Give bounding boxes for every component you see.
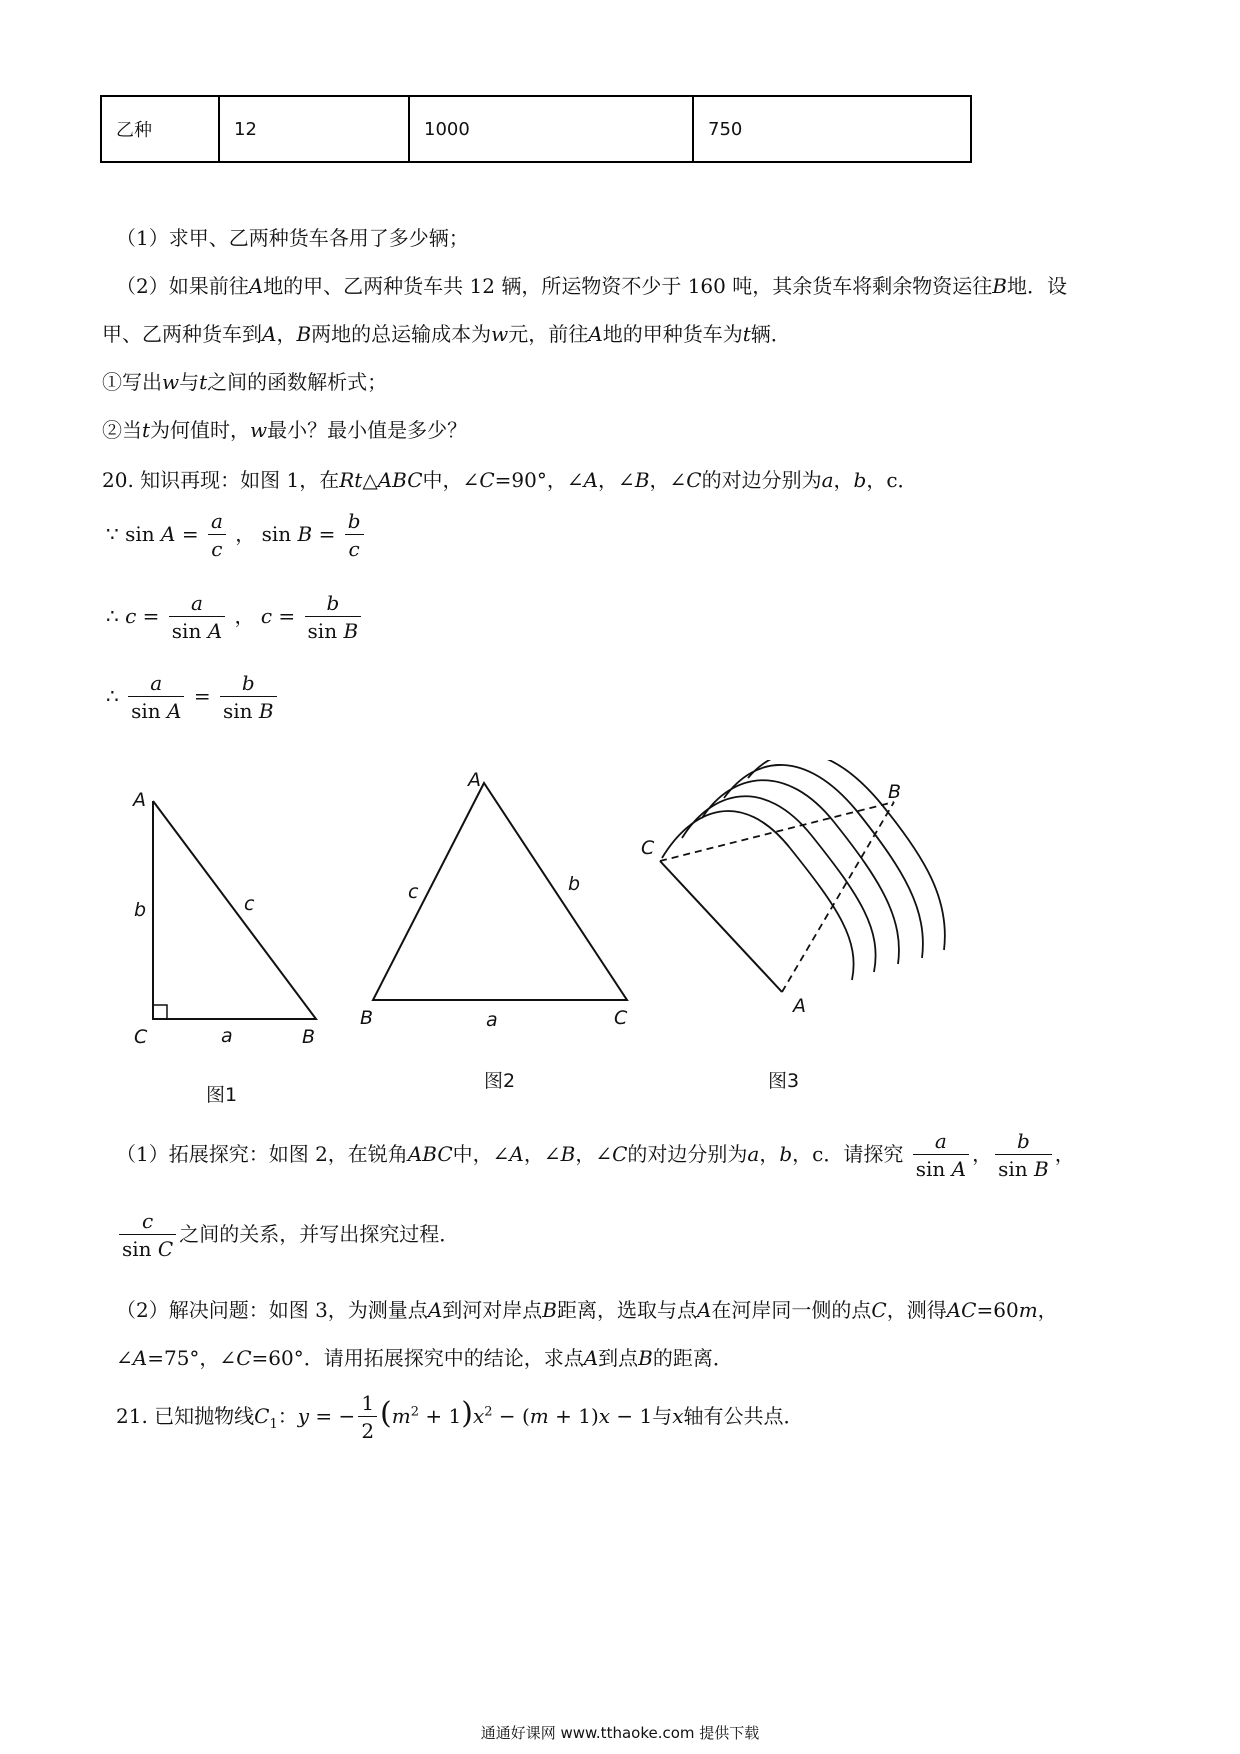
text: sin (171, 619, 202, 643)
label-C: C (641, 837, 655, 859)
var: w (250, 418, 268, 442)
text: ，∠ (649, 468, 687, 492)
q20-part2-line1 (116, 1296, 1058, 1324)
numerator: b (305, 590, 362, 617)
text: ，c．请探究 (792, 1142, 904, 1166)
table-cell: 750 (693, 96, 971, 162)
text: ∠ (116, 1346, 133, 1370)
text: sin (915, 1157, 946, 1181)
text: 与 (179, 370, 200, 394)
var: A (207, 619, 223, 643)
text: = − (309, 1404, 356, 1428)
var: C (612, 1142, 628, 1166)
var: B (560, 1142, 576, 1166)
text: − 1 (610, 1404, 653, 1428)
figure1-caption: 图1 (206, 1084, 238, 1106)
text: 的对边分别为 (627, 1142, 748, 1166)
denominator (169, 617, 225, 645)
text: 甲、乙两种货车到 (102, 322, 262, 346)
fraction (119, 1208, 176, 1263)
var: B (343, 619, 359, 643)
var: A (132, 1346, 148, 1370)
segment-CB (660, 802, 894, 861)
var: B (297, 522, 313, 546)
text: 中，∠ (422, 468, 480, 492)
text: sin (122, 1237, 152, 1261)
text: 的对边分别为 (701, 468, 822, 492)
text: 地的甲种货车为 (602, 322, 743, 346)
var: a (747, 1142, 760, 1166)
text: =75°，∠ (147, 1346, 237, 1370)
var: C (236, 1346, 252, 1370)
table-cell: 12 (219, 96, 409, 162)
figure2-caption: 图2 (484, 1070, 516, 1092)
fraction (345, 508, 364, 563)
var: m (529, 1404, 549, 1428)
label-B: B (302, 1026, 316, 1048)
numerator: b (995, 1128, 1052, 1155)
fraction (995, 1128, 1052, 1183)
fraction (128, 670, 184, 725)
var: C (871, 1298, 887, 1322)
label-c: c (408, 881, 419, 903)
text: （2）如果前往 (116, 274, 249, 298)
var: A (583, 468, 599, 492)
var: y (297, 1404, 310, 1428)
label-b: b (134, 899, 147, 921)
var: A (167, 699, 182, 723)
cost-table (100, 95, 972, 163)
var: B (258, 699, 274, 723)
text: sin (222, 699, 253, 723)
text: ，∠ (598, 468, 635, 492)
because-symbol: ∵ (106, 522, 119, 546)
text: sin (131, 699, 161, 723)
q19-part1: （1）求甲、乙两种货车各用了多少辆； (116, 226, 469, 250)
q20-part2-line2 (116, 1344, 733, 1372)
var: a (821, 468, 834, 492)
label-a: a (221, 1025, 233, 1047)
text: ，∠ (523, 1142, 561, 1166)
text: ，∠ (575, 1142, 613, 1166)
text: 距离，选取与点 (556, 1298, 697, 1322)
var: A (951, 1157, 967, 1181)
text: =90°，∠ (494, 468, 584, 492)
var: C (254, 1404, 270, 1428)
label-B: B (360, 1007, 374, 1029)
text: 的距离． (652, 1346, 733, 1370)
denominator (913, 1155, 969, 1183)
label-b: b (568, 873, 581, 895)
text: 与 (652, 1404, 673, 1428)
text: 两地的总运输成本为 (311, 322, 492, 346)
text: 地的甲、乙两种货车共 12 辆，所运物资不少于 160 吨，其余货车将剩余物资运往 (263, 274, 993, 298)
text: sin (261, 522, 292, 546)
label-A: A (468, 769, 481, 791)
var: A (262, 322, 277, 346)
var: AC (946, 1298, 977, 1322)
text: 20. 知识再现：如图 1，在 (102, 468, 340, 492)
superscript: 2 (484, 1404, 493, 1420)
figure3-river (641, 760, 945, 1017)
text: sin (998, 1157, 1028, 1181)
numerator: 1 (358, 1390, 377, 1417)
var: x (472, 1404, 485, 1428)
q19-part2-line1 (116, 272, 1067, 300)
var: x (598, 1404, 611, 1428)
var: A (248, 274, 264, 298)
text: =60 (976, 1298, 1019, 1322)
table-cell: 1000 (409, 96, 693, 162)
var: A (427, 1298, 443, 1322)
subscript: 1 (269, 1417, 278, 1432)
text: ( (380, 1396, 392, 1431)
numerator: b (220, 670, 277, 697)
text: ， (276, 322, 297, 346)
text: ，测得 (886, 1298, 947, 1322)
therefore-symbol: ∴ (106, 604, 119, 628)
var: B (992, 274, 1007, 298)
q20-part1-line2 (116, 1208, 459, 1263)
denominator: c (211, 537, 223, 561)
var: B (638, 1346, 653, 1370)
text: 元，前往 (508, 322, 589, 346)
text: 21. 已知抛物线 (116, 1404, 255, 1428)
label-A: A (793, 995, 806, 1017)
text: 最小？最小值是多少？ (267, 418, 468, 442)
q19-part2-line2 (102, 320, 791, 348)
text: ②当 (102, 418, 142, 442)
var: b (853, 468, 867, 492)
var: ABC (407, 1142, 453, 1166)
numerator: a (128, 670, 184, 697)
superscript: 2 (410, 1404, 420, 1420)
formula-therefore-1 (106, 590, 364, 645)
text: sin (307, 619, 338, 643)
numerator: c (119, 1208, 176, 1235)
text: − ( (492, 1404, 530, 1428)
text: 在河岸同一侧的点 (711, 1298, 872, 1322)
var: m (391, 1404, 411, 1428)
var: C (686, 468, 702, 492)
text: 到点 (598, 1346, 639, 1370)
numerator: b (345, 508, 364, 535)
text: ， (1054, 1142, 1075, 1166)
label-a: a (486, 1009, 498, 1031)
var: w (491, 322, 509, 346)
var: c (260, 604, 273, 628)
text: = (278, 604, 296, 628)
var: C (479, 468, 495, 492)
q19-sub1 (102, 368, 387, 396)
q19-sub2 (102, 416, 467, 444)
q20-part1-line1 (116, 1128, 1075, 1183)
numerator: a (169, 590, 225, 617)
label-C: C (134, 1026, 148, 1048)
label-B: B (888, 781, 902, 803)
text: ， (235, 522, 256, 546)
figure2-acute-triangle (360, 769, 628, 1031)
text: = (193, 684, 211, 708)
text: 轴有公共点． (683, 1404, 804, 1428)
var: t (199, 370, 208, 394)
var: c (125, 604, 137, 628)
text: 之间的关系，并写出探究过程． (179, 1222, 460, 1246)
var: Rt△ABC (339, 468, 423, 492)
var: w (162, 370, 180, 394)
text: （2）解决问题：如图 3，为测量点 (116, 1298, 428, 1322)
figure3-caption: 图3 (768, 1070, 800, 1092)
var: B (1033, 1157, 1049, 1181)
text: （1）拓展探究：如图 2，在锐角 (116, 1142, 408, 1166)
text: = (318, 522, 336, 546)
text: + 1 (419, 1404, 462, 1428)
label-C: C (614, 1007, 628, 1029)
denominator (119, 1235, 176, 1263)
var: m (1018, 1298, 1038, 1322)
text: ： (277, 1404, 298, 1428)
formula-because (106, 508, 367, 563)
var: B (296, 322, 312, 346)
var: A (696, 1298, 712, 1322)
text: ) (461, 1396, 473, 1431)
fraction (305, 590, 362, 645)
text: 为何值时， (150, 418, 251, 442)
page-footer: 通通好课网 www.tthaoke.com 提供下载 (480, 1724, 760, 1742)
denominator (128, 697, 184, 725)
fraction (208, 508, 226, 563)
table-row (101, 96, 971, 162)
var: A (509, 1142, 524, 1166)
text: 中，∠ (452, 1142, 510, 1166)
var: A (588, 322, 603, 346)
text: ，c． (866, 468, 918, 492)
river-bank-curve (748, 760, 945, 950)
var: t (142, 418, 151, 442)
var: b (779, 1142, 793, 1166)
fraction (913, 1128, 969, 1183)
figure1-right-triangle (131, 789, 316, 1048)
text: 到河对岸点 (442, 1298, 543, 1322)
var: A (161, 522, 176, 546)
therefore-symbol: ∴ (106, 684, 119, 708)
denominator: c (348, 537, 360, 561)
q20-intro (102, 466, 918, 494)
label-c: c (244, 893, 255, 915)
text: 之间的函数解析式； (207, 370, 388, 394)
var: C (157, 1237, 174, 1261)
text: ， (833, 468, 854, 492)
var: A (583, 1346, 599, 1370)
var: x (672, 1404, 684, 1428)
text: 地．设 (1006, 274, 1067, 298)
text: ， (759, 1142, 780, 1166)
fraction (220, 670, 277, 725)
fraction (169, 590, 225, 645)
text: ， (1037, 1298, 1058, 1322)
text: ①写出 (102, 370, 162, 394)
formula-therefore-2 (106, 670, 280, 725)
var: B (634, 468, 650, 492)
denominator: 2 (361, 1419, 375, 1443)
denominator (995, 1155, 1052, 1183)
text: = (181, 522, 199, 546)
numerator: a (208, 508, 226, 535)
text: + 1) (548, 1404, 599, 1428)
segment-AB (782, 802, 894, 992)
var: t (742, 322, 751, 346)
numerator: a (913, 1128, 969, 1155)
fraction (358, 1390, 377, 1445)
label-A: A (133, 789, 146, 811)
text: sin (125, 522, 155, 546)
denominator (220, 697, 277, 725)
table-cell: 乙种 (101, 96, 219, 162)
text: =60°．请用拓展探究中的结论，求点 (251, 1346, 584, 1370)
figures (0, 760, 1240, 1100)
q21 (116, 1390, 804, 1445)
text: 辆． (750, 322, 791, 346)
var: B (542, 1298, 557, 1322)
text: = (142, 604, 160, 628)
denominator (305, 617, 362, 645)
text: ， (234, 604, 255, 628)
segment-CA (660, 861, 782, 992)
text: ， (972, 1142, 993, 1166)
